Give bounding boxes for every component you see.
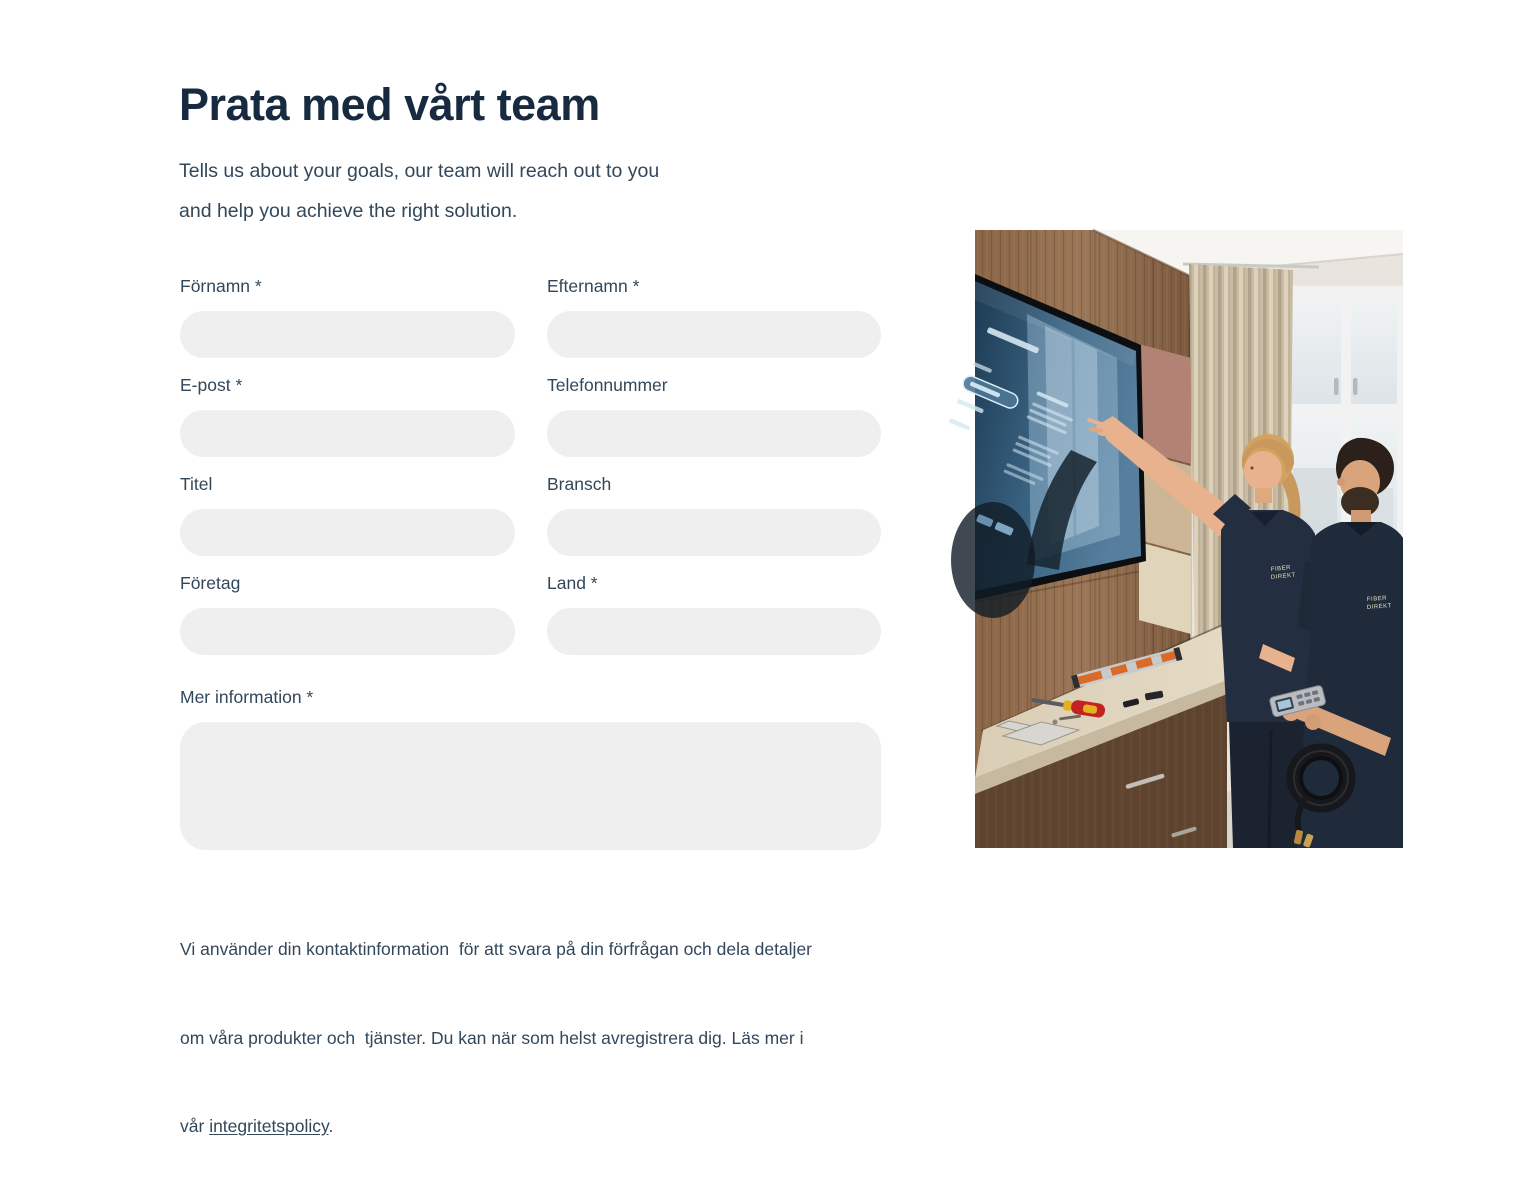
fornamn-label: Förnamn * [180,276,262,296]
field-telefonnummer [547,375,881,457]
mer-information-label: Mer information * [180,687,314,707]
screw-head [1053,720,1058,725]
field-land [547,573,881,655]
epost-label: E-post * [180,375,243,395]
mer-information-textarea[interactable] [180,722,881,850]
fornamn-input[interactable] [180,311,515,358]
titel-input[interactable] [180,509,515,556]
field-epost [180,375,515,457]
epost-input[interactable] [180,410,515,457]
titel-label: Titel [180,474,213,494]
privacy-line-2: om våra produkter och tjänster. Du kan när som helst avregistrera dig. Läs mer i [180,1027,804,1048]
land-input[interactable] [547,608,881,655]
field-bransch [547,474,881,556]
privacy-line-3-prefix: vår [180,1116,210,1136]
subtitle-line-1: Tells us about your goals, our team will reach out to you [179,160,660,182]
efternamn-input[interactable] [547,311,881,358]
contact-form [180,276,881,655]
telefonnummer-label: Telefonnummer [547,375,668,395]
privacy-line-3-suffix: . [328,1116,334,1136]
team-photo-illustration [975,230,1403,848]
foretag-label: Företag [180,573,241,593]
field-mer-information [180,687,881,855]
telefonnummer-input[interactable] [547,410,881,457]
privacy-line-3 [180,1112,900,1142]
privacy-policy-link[interactable]: integritetspolicy [209,1116,329,1136]
foretag-input[interactable] [180,608,515,655]
bransch-input[interactable] [547,509,881,556]
shirt-logo-line2: DIREKT [1366,603,1393,611]
subtitle-line-2: and help you achieve the right solution. [179,200,518,222]
field-titel [180,474,515,556]
shirt-logo-line1: FIBER [1366,595,1388,603]
privacy-note [180,876,900,1201]
page-subtitle [179,151,659,231]
bransch-label: Bransch [547,474,612,494]
field-efternamn [547,276,881,358]
shirt-logo-line1: FIBER [1270,564,1292,573]
field-fornamn [180,276,515,358]
field-foretag [180,573,515,655]
privacy-line-1: Vi använder din kontaktinformation för att svara på din förfrågan och dela detaljer [180,939,812,959]
team-photo [975,230,1403,848]
page-title: Prata med vårt team [179,79,600,130]
land-label: Land * [547,573,598,593]
shirt-logo-line2: DIREKT [1270,572,1297,581]
efternamn-label: Efternamn * [547,276,640,296]
